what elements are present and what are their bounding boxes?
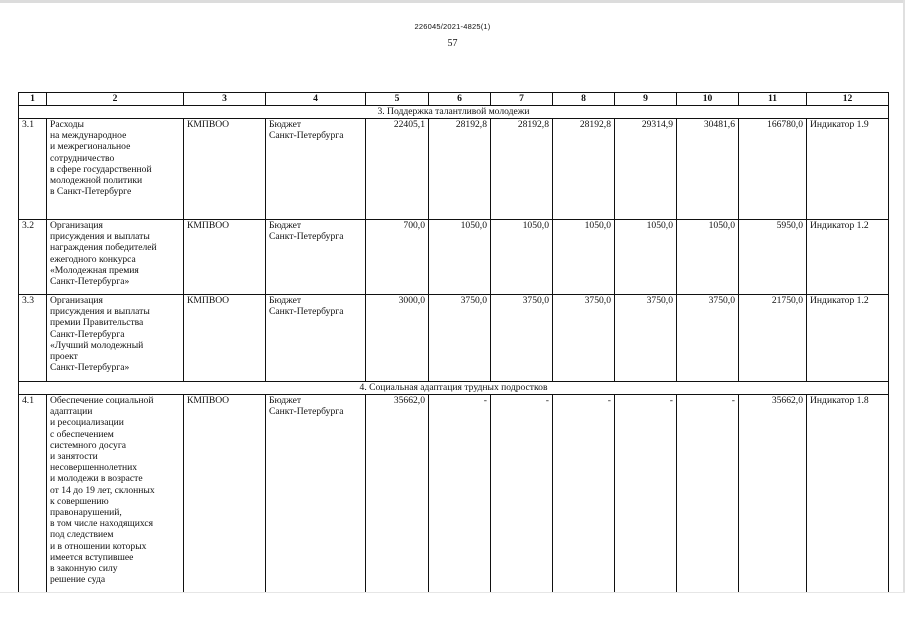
column-header-row (19, 93, 889, 106)
row-name-line: имеется вступившее (50, 551, 134, 563)
value-cell: 3750,0 (491, 295, 553, 382)
value-cell: 29314,9 (615, 119, 677, 220)
value-cell: - (553, 395, 615, 606)
row-name-line: «Молодежная премия (50, 264, 139, 276)
column-header: 3 (184, 93, 266, 106)
row-name-line: и занятости (50, 451, 98, 463)
row-name-line: и в отношении которых (50, 540, 147, 552)
row-name-line: в том числе находящихся (50, 518, 154, 530)
column-header: 2 (47, 93, 184, 106)
total-cell: 166780,0 (739, 119, 807, 220)
row-name-line: несовершеннолетних (50, 462, 138, 474)
row-name-line: Организация (50, 220, 103, 231)
value-cell: 700,0 (366, 220, 429, 295)
value-cell: 3000,0 (366, 295, 429, 382)
column-header: 4 (266, 93, 366, 106)
row-name-line: ежегодного конкурса (50, 253, 136, 265)
value-cell: 30481,6 (677, 119, 739, 220)
row-name-line: от 14 до 19 лет, склонных (50, 484, 155, 496)
value-cell: 3750,0 (553, 295, 615, 382)
column-header: 12 (807, 93, 889, 106)
indicator-cell: Индикатор 1.9 (807, 119, 889, 220)
table-row (19, 119, 889, 220)
table-row (19, 220, 889, 295)
indicator-cell: Индикатор 1.2 (807, 220, 889, 295)
row-name-line: проект (50, 351, 78, 363)
row-name (47, 395, 184, 606)
section-header-row (19, 382, 889, 395)
row-name-line: присуждения и выплаты (50, 306, 150, 318)
row-name-line: системного досуга (50, 439, 127, 451)
value-cell: - (491, 395, 553, 606)
table-row (19, 395, 889, 606)
section-header-row (19, 106, 889, 119)
row-source-line: Санкт-Петербурга (269, 306, 344, 318)
value-cell: 1050,0 (429, 220, 491, 295)
row-source-line: Бюджет (269, 119, 302, 130)
indicator-cell: Индикатор 1.8 (807, 395, 889, 606)
row-number: 3.1 (19, 119, 47, 220)
column-header: 7 (491, 93, 553, 106)
table-row (19, 295, 889, 382)
value-cell: 1050,0 (677, 220, 739, 295)
row-source (266, 220, 366, 295)
total-cell: 35662,0 (739, 395, 807, 606)
column-header: 10 (677, 93, 739, 106)
row-name-line: правонарушений, (50, 507, 122, 519)
row-source-line: Санкт-Петербурга (269, 130, 344, 142)
row-name-line: «Лучший молодежный (50, 339, 144, 351)
row-name-line: на международное (50, 130, 127, 142)
column-header: 1 (19, 93, 47, 106)
value-cell: 3750,0 (429, 295, 491, 382)
budget-table (18, 92, 889, 605)
row-name-line: к совершению (50, 495, 109, 507)
total-cell: 21750,0 (739, 295, 807, 382)
value-cell: 28192,8 (491, 119, 553, 220)
row-name-line: с обеспечением (50, 428, 114, 440)
row-name-line: в сфере государственной (50, 163, 152, 175)
row-name-line: Санкт-Петербурга» (50, 276, 130, 288)
row-name-line: Организация (50, 295, 103, 306)
row-name-line: Расходы (50, 119, 85, 130)
row-executor: КМПВОО (184, 395, 266, 606)
row-name-line: решение суда (50, 574, 106, 586)
indicator-cell: Индикатор 1.2 (807, 295, 889, 382)
value-cell: 3750,0 (615, 295, 677, 382)
row-source-line: Санкт-Петербурга (269, 406, 344, 418)
row-name-line: присуждения и выплаты (50, 231, 150, 243)
column-header: 5 (366, 93, 429, 106)
total-cell: 5950,0 (739, 220, 807, 295)
row-name-line: в Санкт-Петербурге (50, 186, 132, 198)
row-name-line: премии Правительства (50, 317, 144, 329)
row-name-line: под следствием (50, 529, 114, 541)
document-id: 226045/2021-4825(1) (414, 22, 491, 31)
row-name-line: Санкт-Петербурга (50, 328, 125, 340)
row-executor: КМПВОО (184, 119, 266, 220)
value-cell: - (615, 395, 677, 606)
value-cell: 28192,8 (429, 119, 491, 220)
row-name-line: Санкт-Петербурга» (50, 362, 130, 374)
column-header: 6 (429, 93, 491, 106)
section-title: 4. Социальная адаптация трудных подростков (19, 382, 889, 395)
column-header: 9 (615, 93, 677, 106)
value-cell: - (429, 395, 491, 606)
row-source (266, 295, 366, 382)
row-number: 4.1 (19, 395, 47, 606)
value-cell: 1050,0 (553, 220, 615, 295)
value-cell: 1050,0 (615, 220, 677, 295)
row-number: 3.2 (19, 220, 47, 295)
column-header: 11 (739, 93, 807, 106)
value-cell: 28192,8 (553, 119, 615, 220)
page-bottom-margin (0, 592, 905, 641)
row-source (266, 119, 366, 220)
value-cell: 22405,1 (366, 119, 429, 220)
row-name (47, 119, 184, 220)
row-name-line: и ресоциализации (50, 417, 124, 429)
row-executor: КМПВОО (184, 295, 266, 382)
value-cell: 35662,0 (366, 395, 429, 606)
row-name-line: и молодежи в возрасте (50, 473, 143, 485)
value-cell: 1050,0 (491, 220, 553, 295)
value-cell: - (677, 395, 739, 606)
row-name-line: молодежной политики (50, 175, 143, 187)
row-name-line: сотрудничество (50, 152, 115, 164)
page-number: 57 (447, 38, 458, 49)
row-name-line: Обеспечение социальной (50, 395, 154, 406)
row-source-line: Санкт-Петербурга (269, 231, 344, 243)
row-name (47, 295, 184, 382)
row-executor: КМПВОО (184, 220, 266, 295)
row-source-line: Бюджет (269, 395, 302, 406)
row-source-line: Бюджет (269, 295, 302, 306)
row-name (47, 220, 184, 295)
column-header: 8 (553, 93, 615, 106)
row-name-line: в законную силу (50, 563, 118, 575)
row-name-line: и межрегиональное (50, 141, 131, 153)
scan-edge-top (0, 0, 905, 3)
row-source-line: Бюджет (269, 220, 302, 231)
row-source (266, 395, 366, 606)
row-number: 3.3 (19, 295, 47, 382)
section-title: 3. Поддержка талантливой молодежи (19, 106, 889, 119)
row-name-line: награждения победителей (50, 242, 157, 254)
row-name-line: адаптации (50, 406, 93, 418)
value-cell: 3750,0 (677, 295, 739, 382)
